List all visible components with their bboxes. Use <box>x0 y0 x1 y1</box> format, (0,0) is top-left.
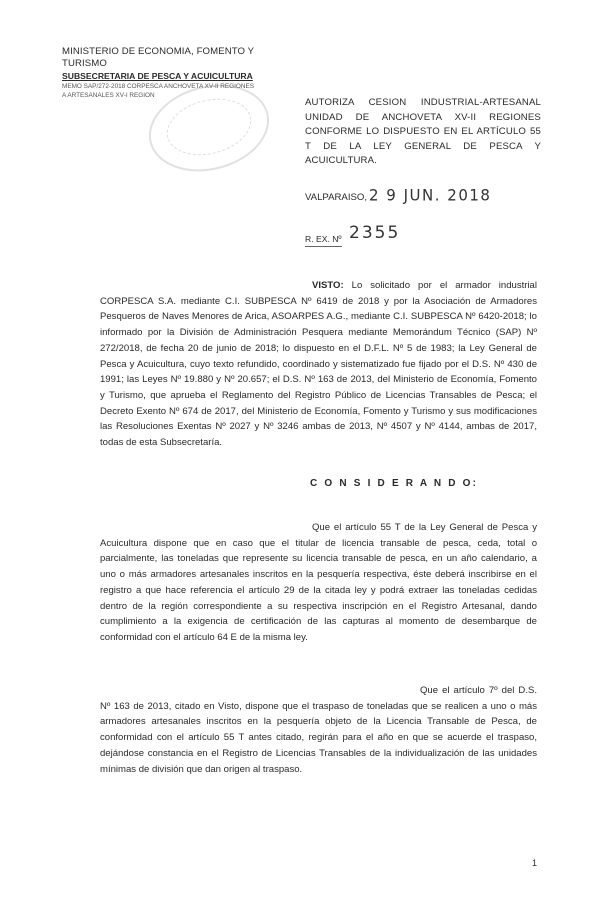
visto-text: Lo solicitado por el armador industrial CORPESCA S.A. mediante C.I. SUBPESCA Nº 6419 de 2018 y por la Asociación de Armadores Pesqueros de Naves Menores de Arica, ASOARPES A.G., mediante C.I. SUBPESCA Nº 6420-2018; lo informado por la División de Administración Pesquera mediante Memorándum Técnico (SAP) Nº 272/2018, de fecha 20 de junio de 2018; lo dispuesto en el D.F.L. Nº 5 de 1983; la Ley General de Pesca y Acuicultura, cuyo texto refundido, coordinado y sistematizado fue fijado por el D.S. Nº 430 de 1991; las Leyes Nº 19.880 y Nº 20.657; el D.S. Nº 163 de 2013, del Ministerio de Economía, Fomento y Turismo, que aprueba el Reglamento del Registro Público de Licencias Transables de Pesca; el Decreto Exento Nº 674 de 2017, del Ministerio de Economía, Fomento y Turismo y sus modificaciones las Resoluciones Exentas Nº 2027 y Nº 3246 ambas de 2013, Nº 4507 y Nº 4144, ambas de 2017, todas de esta Subsecretaría. <box>100 280 537 449</box>
resolution-number-line <box>305 222 505 250</box>
considerando-heading: C O N S I D E R A N D O: <box>310 478 479 489</box>
subject-block: AUTORIZA CESION INDUSTRIAL-ARTESANAL UNIDAD DE ANCHOVETA XV-II REGIONES CONFORME LO DISPUESTO EN EL ARTÍCULO 55 T DE LA LEY GENERAL DE PESCA Y ACUICULTURA. <box>305 97 541 166</box>
resolution-number: 2355 <box>349 223 401 243</box>
resolution-label: R. EX. Nº <box>305 234 342 244</box>
memo-reference-2: A ARTESANALES XV-I REGION <box>62 92 155 99</box>
page-number: 1 <box>532 858 538 868</box>
ministry-name: MINISTERIO DE ECONOMIA, FOMENTO Y TURISMO <box>62 46 254 69</box>
visto-label: VISTO: <box>312 280 344 291</box>
date-city: VALPARAISO, <box>305 192 368 203</box>
subsecretaria-name: SUBSECRETARIA DE PESCA Y ACUICULTURA <box>62 71 253 81</box>
date-stamp: 2 9 JUN. 2018 <box>369 185 492 205</box>
memo-reference: MEMO SAP/272-2018 CORPESCA ANCHOVETA XV-II REGIONES <box>62 83 255 90</box>
date-line <box>305 186 545 210</box>
considerando-paragraph-2: Que el artículo 7º del D.S. Nº 163 de 2013, citado en Visto, dispone que el traspaso de toneladas que se realicen a uno o más armadores artesanales inscritos en la pesquería objeto de la Licencia Transable de Pesca, de conformidad con el artículo 55 T antes citado, regirán para el año en que se acuerde el traspaso, dejándose constancia en el Registro de Licencias Transables de la individualización de las unidades mínimas de división que dan origen al traspaso. <box>100 685 537 775</box>
letterhead <box>62 46 292 100</box>
considerando-paragraph-1: Que el artículo 55 T de la Ley General de Pesca y Acuicultura dispone que en caso que el titular de licencia transable de pesca, ceda, total o parcialmente, las toneladas que represente su licencia transable de pesca, en un año calendario, a uno o más armadores artesanales inscritos en la pesquería respectiva, éste deberá inscribirse en el registro a que hace referencia el artículo 29 de la citada ley y podrá extraer las toneladas cedidas dentro de la región correspondiente a su respectiva inscripción en el Registro Artesanal, dando cumplimiento a la exigencia de certificación de las capturas al momento de desembarque de conformidad con el artículo 64 E de la misma ley. <box>100 522 537 643</box>
visto-paragraph <box>100 278 537 451</box>
